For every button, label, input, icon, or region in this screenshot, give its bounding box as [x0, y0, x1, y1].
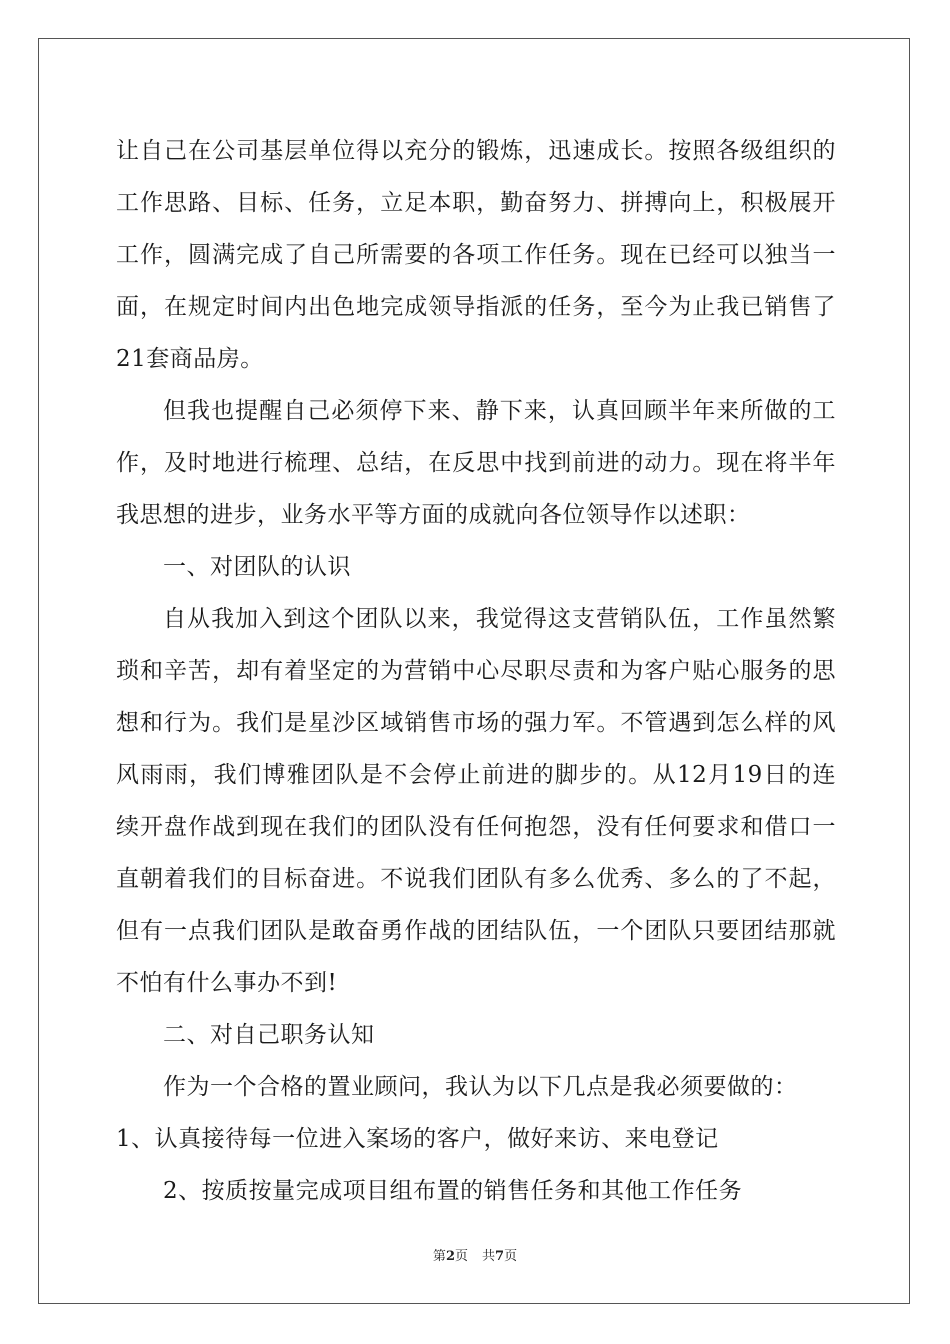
- total-label-prefix: 共: [482, 1249, 496, 1264]
- page-total: 7: [495, 1249, 505, 1264]
- list-item: 2、按质按量完成项目组布置的销售任务和其他工作任务: [163, 1178, 743, 1204]
- text-line: 但有一点我们团队是敢奋勇作战的团结队伍，一个团队只要团结那就: [116, 918, 836, 944]
- section-heading: 一、对团队的认识: [163, 554, 351, 580]
- page-label-prefix: 第: [432, 1249, 446, 1264]
- text-line: 自从我加入到这个团队以来，我觉得这支营销队伍，工作虽然繁: [163, 606, 836, 632]
- text-line: 续开盘作战到现在我们的团队没有任何抱怨，没有任何要求和借口一: [116, 814, 836, 840]
- total-label-unit: 页: [504, 1249, 518, 1264]
- text-line: 直朝着我们的目标奋进。不说我们团队有多么优秀、多么的了不起，: [116, 866, 836, 892]
- text-line: 面，在规定时间内出色地完成领导指派的任务，至今为止我已销售了: [116, 294, 836, 320]
- text-line: 但我也提醒自己必须停下来、静下来，认真回顾半年来所做的工: [163, 398, 836, 424]
- text-line: 作，及时地进行梳理、总结，在反思中找到前进的动力。现在将半年: [116, 450, 836, 476]
- text-line: 我思想的进步，业务水平等方面的成就向各位领导作以述职：: [116, 502, 751, 528]
- page-current: 2: [445, 1249, 455, 1264]
- text-line: 工作思路、目标、任务，立足本职，勤奋努力、拼搏向上，积极展开: [116, 190, 836, 216]
- text-line: 想和行为。我们是星沙区域销售市场的强力军。不管遇到怎么样的风: [116, 710, 836, 736]
- page-footer: [0, 1245, 950, 1264]
- text-line: 让自己在公司基层单位得以充分的锻炼，迅速成长。按照各级组织的: [116, 138, 836, 164]
- text-line: 工作，圆满完成了自己所需要的各项工作任务。现在已经可以独当一: [116, 242, 836, 268]
- document-body: [116, 125, 836, 1217]
- section-heading: 二、对自己职务认知: [163, 1022, 375, 1048]
- text-line: 不怕有什么事办不到!: [116, 970, 338, 996]
- page-label-unit: 页: [454, 1249, 468, 1264]
- text-line: 风雨雨，我们博雅团队是不会停止前进的脚步的。从12月19日的连: [116, 762, 836, 788]
- text-line: 作为一个合格的置业顾问，我认为以下几点是我必须要做的：: [163, 1074, 798, 1100]
- text-line: 琐和辛苦，却有着坚定的为营销中心尽职尽责和为客户贴心服务的思: [116, 658, 836, 684]
- list-item: 1、认真接待每一位进入案场的客户，做好来访、来电登记: [116, 1126, 719, 1152]
- text-line: 21套商品房。: [116, 346, 264, 372]
